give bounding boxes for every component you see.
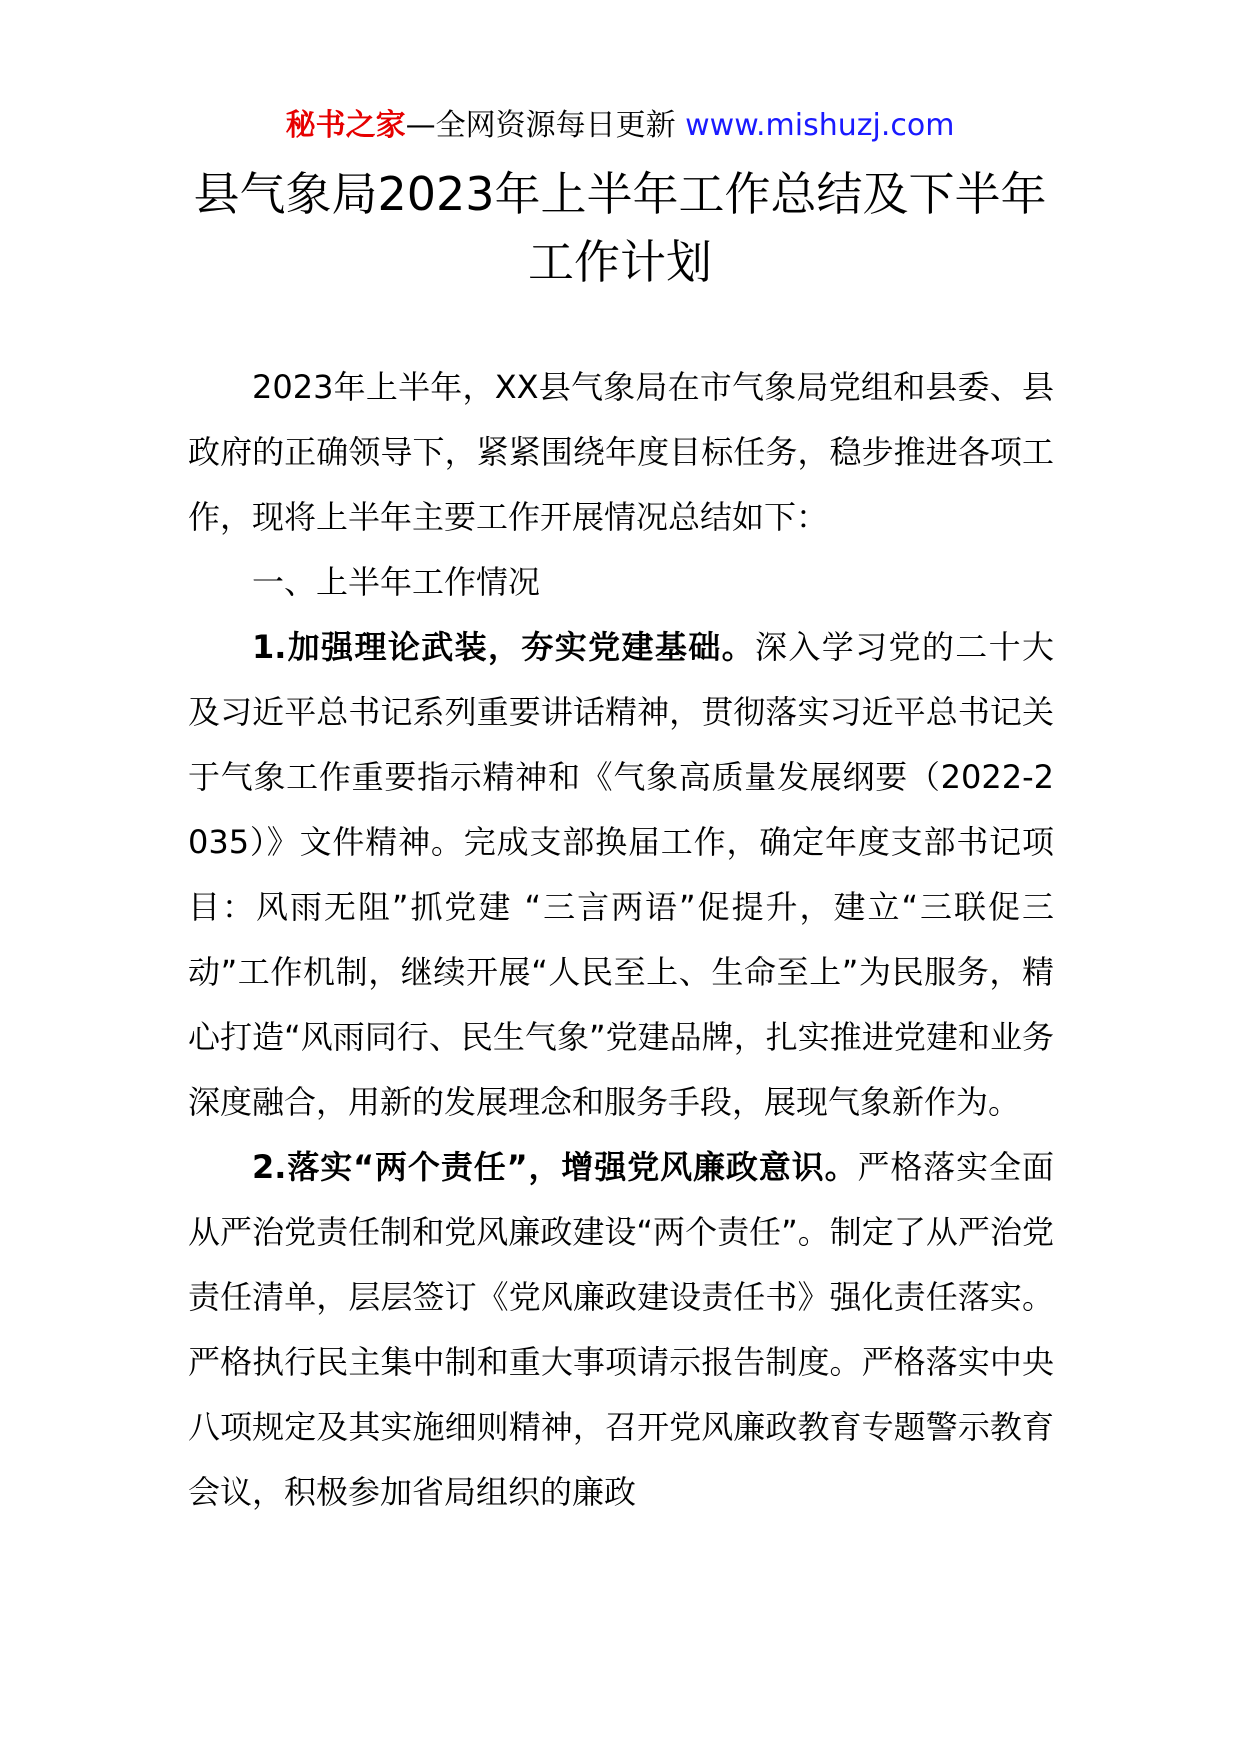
document-body xyxy=(188,355,1054,1525)
title-line-2: 工作计划 xyxy=(528,235,712,289)
banner-url-link[interactable]: www.mishuzj.com xyxy=(685,108,955,143)
item-2-lead: 2.落实“两个责任”，增强党风廉政意识。 xyxy=(252,1148,858,1186)
item-2-paragraph xyxy=(188,1135,1054,1525)
banner-brand: 秘书之家 xyxy=(285,108,406,143)
item-1-paragraph xyxy=(188,615,1054,1135)
section-heading: 一、上半年工作情况 xyxy=(252,563,541,601)
item-1-body: 深入学习党的二十大及习近平总书记系列重要讲话精神，贯彻落实习近平总书记关于气象工作重要指示精神和《气象高质量发展纲要（2022-2035）》文件精神。完成支部换届工作，确定年度支部书记项目：风雨无阻”抓党建 “三言两语”促提升，建立“三联促三动”工作机制，继续开展“人民至上、生命至上”为民服务，精心打造“风雨同行、民生气象”党建品牌，扎实推进党建和业务深度融合，用新的发展理念和服务手段，展现气象新作为。 xyxy=(188,628,1054,1121)
banner-tagline: —全网资源每日更新 xyxy=(405,108,676,143)
item-2-body: 严格落实全面从严治党责任制和党风廉政建设“两个责任”。制定了从严治党责任清单，层层签订《党风廉政建设责任书》强化责任落实。严格执行民主集中制和重大事项请示报告制度。严格落实中央八项规定及其实施细则精神，召开党风廉政教育专题警示教育会议，积极参加省局组织的廉政 xyxy=(188,1148,1054,1511)
document-title xyxy=(150,160,1090,296)
intro-paragraph: 2023年上半年，XX县气象局在市气象局党组和县委、县政府的正确领导下，紧紧围绕年度目标任务，稳步推进各项工作，现将上半年主要工作开展情况总结如下： xyxy=(188,368,1054,536)
item-1-lead: 1.加强理论武装，夯实党建基础。 xyxy=(252,628,755,666)
title-line-1: 县气象局2023年上半年工作总结及下半年 xyxy=(193,167,1047,221)
site-banner xyxy=(0,98,1240,154)
